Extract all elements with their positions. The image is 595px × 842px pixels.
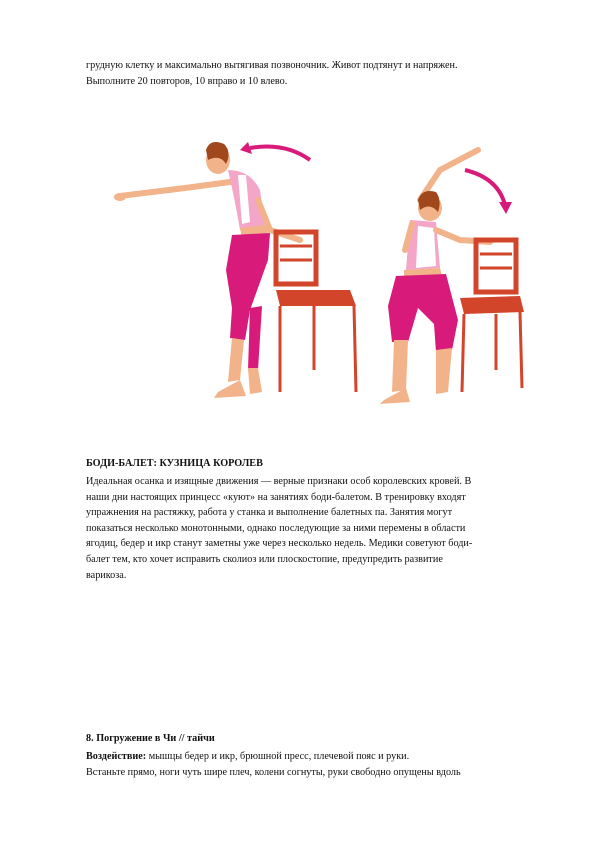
exercise-illustration — [100, 130, 530, 420]
stretching-woman-left — [114, 142, 300, 398]
section-heading-body-ballet: БОДИ-БАЛЕТ: КУЗНИЦА КОРОЛЕВ — [86, 458, 263, 469]
section-tai-chi-text — [86, 749, 556, 780]
intro-line-2: Выполните 20 повторов, 10 вправо и 10 влево. — [86, 75, 288, 87]
chair-right — [460, 240, 524, 392]
effect-label: Воздействие: — [86, 751, 147, 762]
text-line: Встаньте прямо, ноги чуть шире плеч, колени согнуты, руки свободно опущены вдоль — [86, 766, 461, 778]
section-body-ballet-text — [86, 474, 556, 583]
arrow-left — [240, 142, 310, 160]
text-line: балет тем, кто хочет исправить сколиоз или плоскостопие, предупредить развитие — [86, 553, 443, 565]
text-line: упражнения на растяжку, работа у станка и выполнение балетных па. Занятия могут — [86, 507, 453, 519]
text-line: показаться несколько монотонными, однако последующие за ними перемены в области — [86, 522, 466, 534]
text-line: варикоза. — [86, 569, 127, 581]
arrow-right — [465, 170, 512, 214]
effect-text: мышцы бедер и икр, брюшной пресс, плечевой пояс и руки. — [146, 751, 410, 762]
text-line: ягодиц, бедер и икр станут заметны уже через несколько недель. Медики советуют боди- — [86, 538, 473, 550]
text-line: Идеальная осанка и изящные движения — верные признаки особ королевских кровей. В — [86, 476, 472, 487]
section-heading-tai-chi: 8. Погружение в Чи // тайчи — [86, 733, 215, 744]
intro-paragraph — [86, 58, 556, 89]
text-line: наши дни настоящих принцесс «куют» на занятиях боди-балетом. В тренировку входят — [86, 491, 466, 503]
chair-left — [276, 232, 356, 392]
intro-line-1: грудную клетку и максимально вытягивая позвоночник. Живот подтянут и напряжен. — [86, 60, 458, 71]
